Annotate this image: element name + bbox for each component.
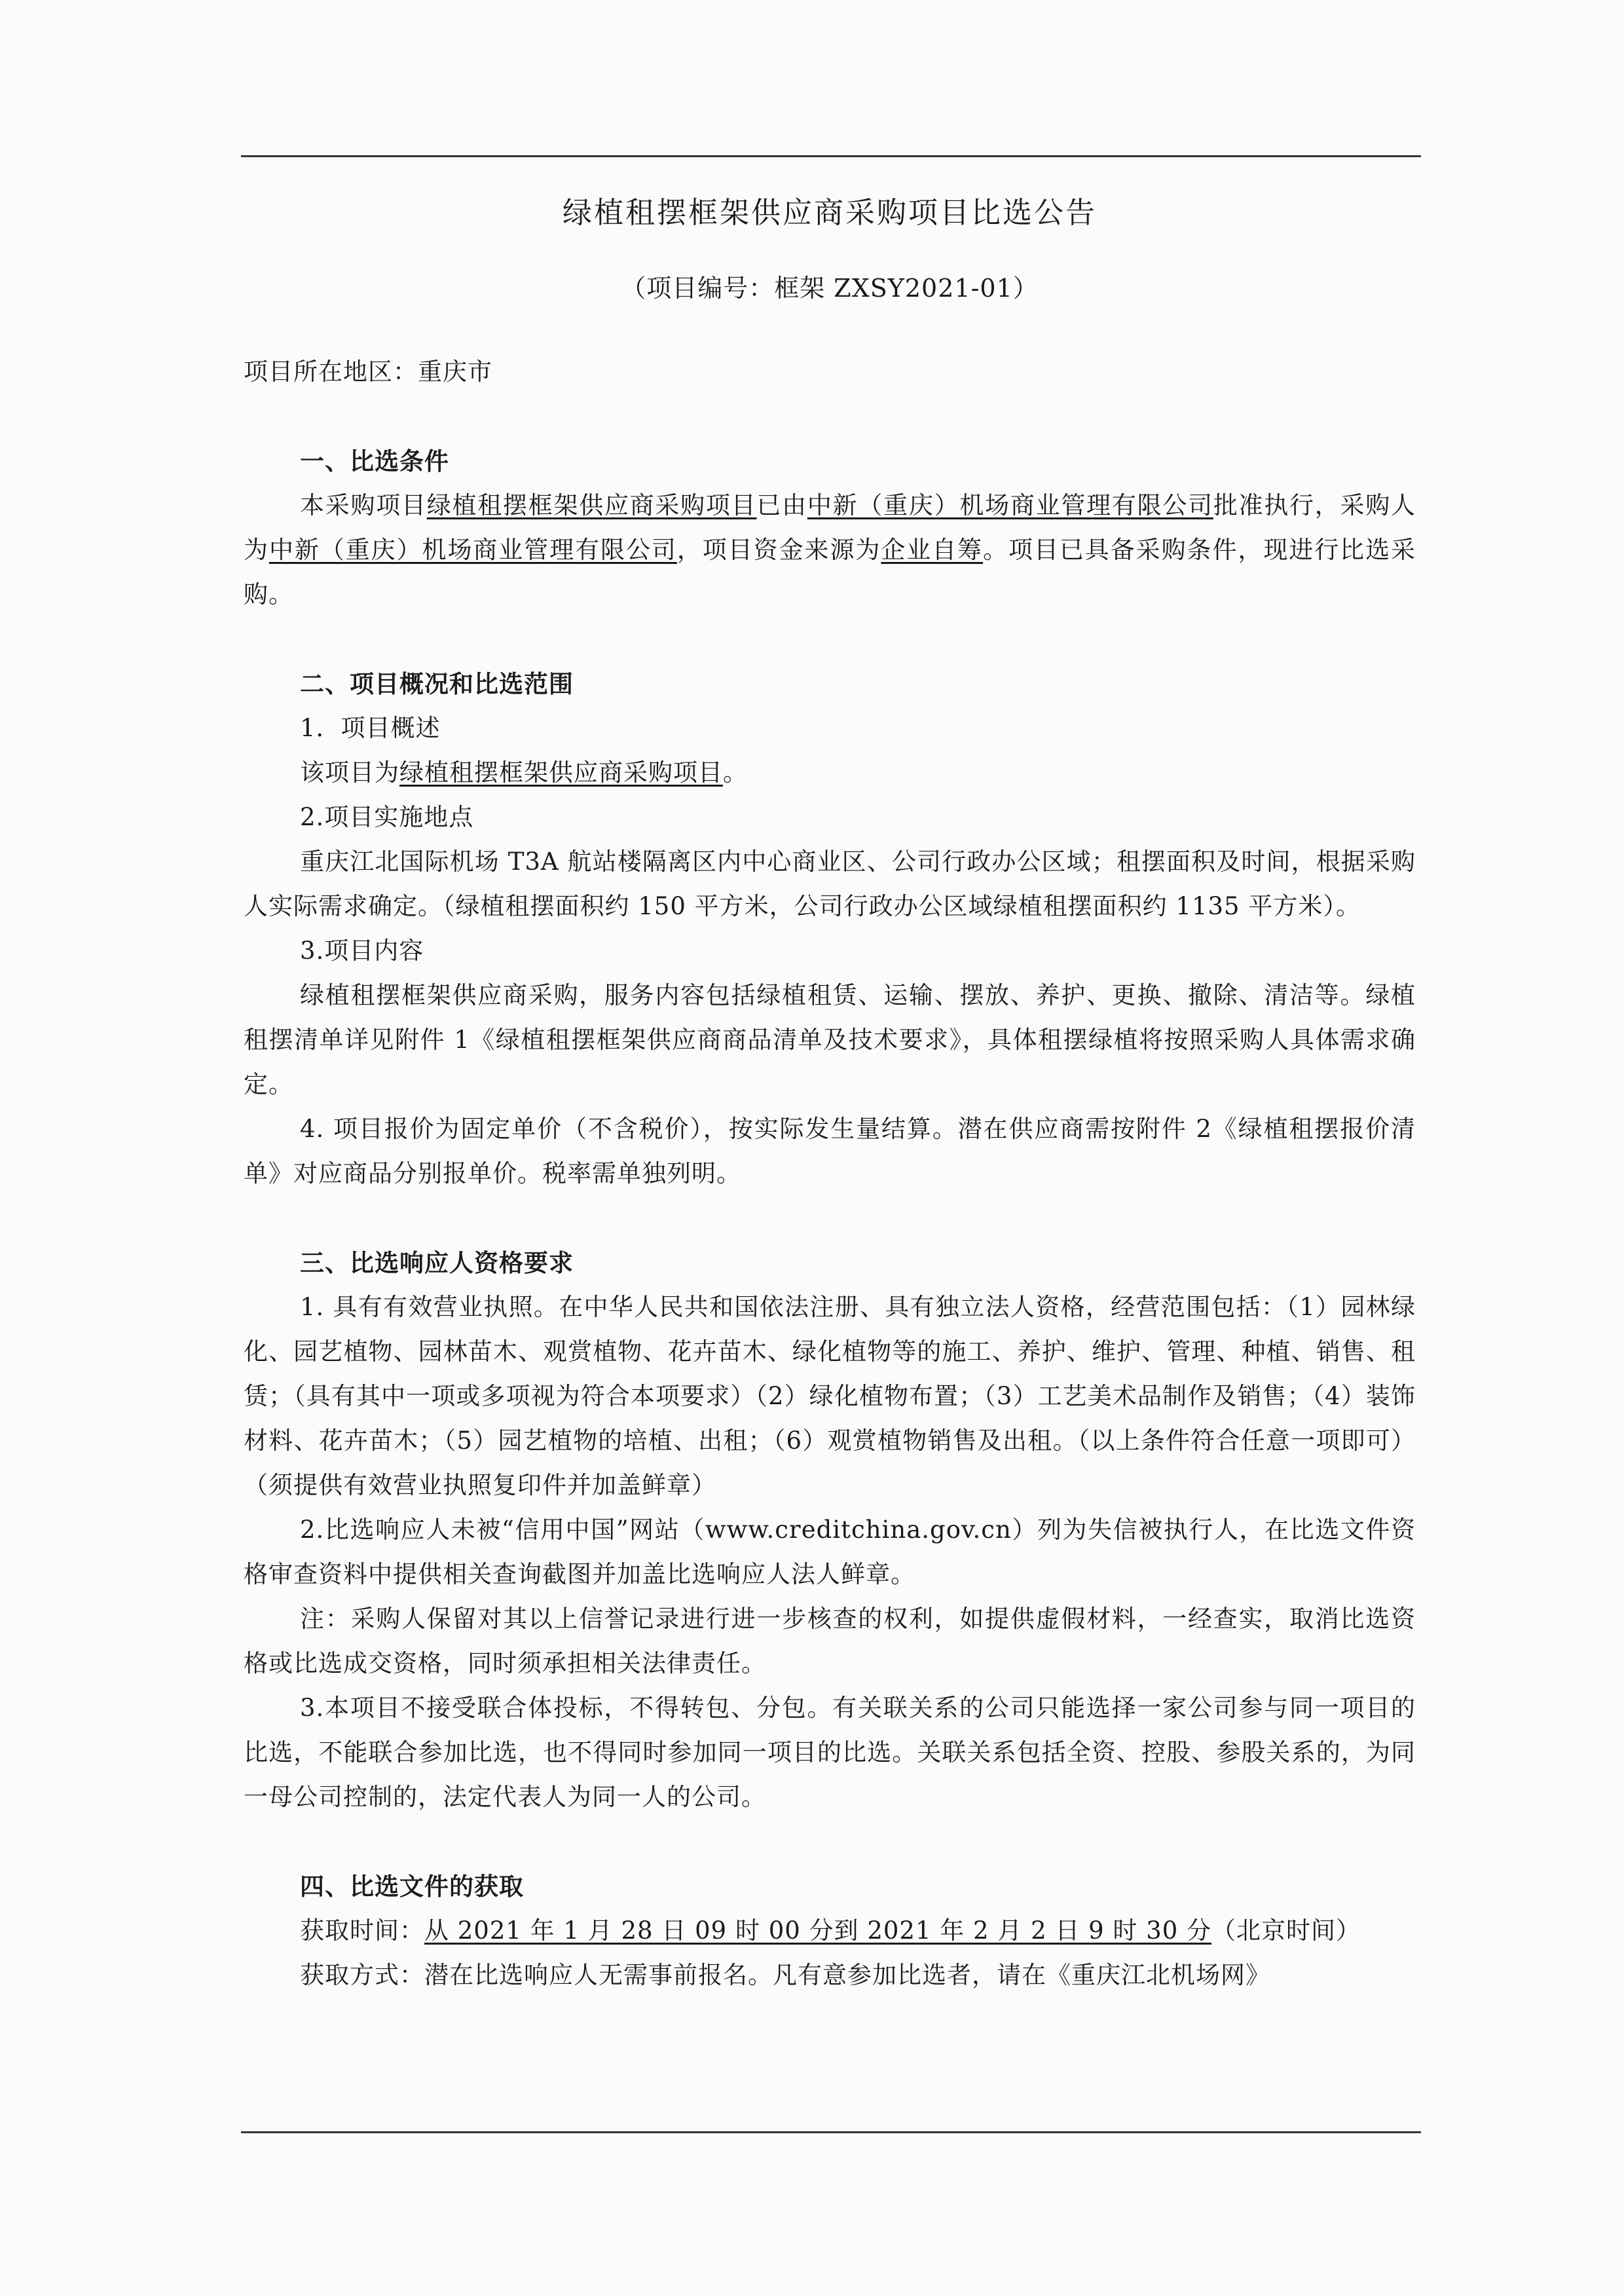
- qualification-license: 1. 具有有效营业执照。在中华人民共和国依法注册、具有独立法人资格，经营范围包括：（1）园林绿化、园艺植物、园林苗木、观赏植物、花卉苗木、绿化植物等的施工、养护、维护、管理、种植、销售、租赁；（具有其中一项或多项视为符合本项要求）（2）绿化植物布置；（3）工艺美术品制作及销售；（4）装饰材料、花卉苗木；（5）园艺植物的培植、出租；（6）观赏植物销售及出租。（以上条件符合任意一项即可）（须提供有效营业执照复印件并加盖鲜章）: [244, 1293, 1416, 1499]
- subheading-location: 2.项目实施地点: [300, 803, 474, 831]
- document-body: [244, 170, 1416, 1998]
- bottom-rule: [241, 2131, 1421, 2133]
- qualification-consortium: 3.本项目不接受联合体投标，不得转包、分包。有关联关系的公司只能选择一家公司参与同一项目的比选，不能联合参加比选，也不得同时参加同一项目的比选。关联关系包括全资、控股、参股关系的，为同一母公司控制的，法定代表人为同一人的公司。: [244, 1694, 1416, 1811]
- project-region: 项目所在地区：重庆市: [244, 358, 492, 386]
- top-rule: [241, 155, 1421, 157]
- subheading-content: 3.项目内容: [300, 937, 424, 965]
- qualification-note: 注：采购人保留对其以上信誉记录进行进一步核查的权利，如提供虚假材料，一经查实，取消比选资格或比选成交资格，同时须承担相关法律责任。: [244, 1605, 1416, 1677]
- section-heading-4: 四、比选文件的获取: [300, 1872, 524, 1901]
- section-heading-3: 三、比选响应人资格要求: [300, 1248, 574, 1277]
- overview-paragraph: 该项目为绿植租摆框架供应商采购项目。: [300, 758, 748, 787]
- section-1-paragraph: 本采购项目绿植租摆框架供应商采购项目已由中新（重庆）机场商业管理有限公司批准执行，采购人为中新（重庆）机场商业管理有限公司，项目资金来源为企业自筹。项目已具备采购条件，现进行比选采购。: [244, 491, 1416, 608]
- pricing-paragraph: 4. 项目报价为固定单价（不含税价），按实际发生量结算。潜在供应商需按附件 2《绿植租摆报价清单》对应商品分别报单价。税率需单独列明。: [244, 1115, 1416, 1187]
- content-paragraph: 绿植租摆框架供应商采购，服务内容包括绿植租赁、运输、摆放、养护、更换、撤除、清洁等。绿植租摆清单详见附件 1《绿植租摆框架供应商商品清单及技术要求》，具体租摆绿植将按照采购人具体需求确定。: [244, 981, 1416, 1098]
- qualification-credit: 2.比选响应人未被“信用中国”网站（www.creditchina.gov.cn）列为失信被执行人，在比选文件资格审查资料中提供相关查询截图并加盖比选响应人法人鲜章。: [244, 1516, 1416, 1588]
- acquisition-method: 获取方式：潜在比选响应人无需事前报名。凡有意参加比选者，请在《重庆江北机场网》: [300, 1961, 1270, 1989]
- project-number: （项目编号：框架 ZXSY2021-01）: [621, 274, 1039, 303]
- section-heading-1: 一、比选条件: [300, 447, 449, 476]
- section-heading-2: 二、项目概况和比选范围: [300, 669, 574, 698]
- location-paragraph: 重庆江北国际机场 T3A 航站楼隔离区内中心商业区、公司行政办公区域；租摆面积及时间，根据采购人实际需求确定。（绿植租摆面积约 150 平方米，公司行政办公区域绿植租摆面积约 1135 平方米）。: [244, 848, 1416, 920]
- subheading-overview: 1．项目概述: [300, 714, 441, 742]
- acquisition-time: 获取时间：从 2021 年 1 月 28 日 09 时 00 分到 2021 年 2 月 2 日 9 时 30 分（北京时间）: [300, 1916, 1361, 1945]
- page-title: 绿植租摆框架供应商采购项目比选公告: [562, 195, 1097, 230]
